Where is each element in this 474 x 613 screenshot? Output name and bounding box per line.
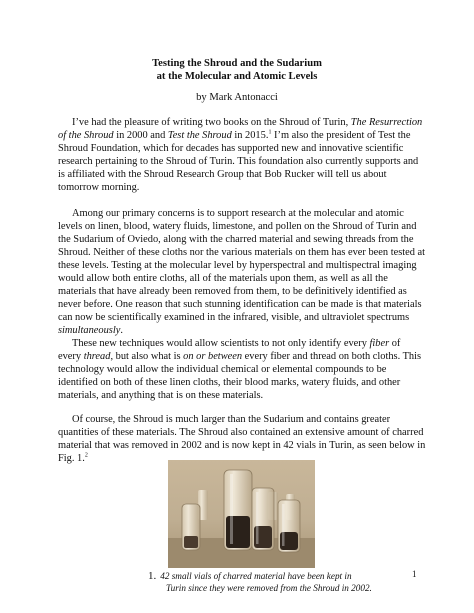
title-line-1: Testing the Shroud and the Sudarium (152, 58, 322, 69)
p1-text-g: I’m also the president of Test the Shroud Foundation, which for decades has supported new and innovative scientific research pertaining to the Shroud of Turin. This foundation also currently supports and is affiliated with the Shroud Research Group that Bob Rucker will tell us about tomorrow morning. (58, 130, 419, 193)
paragraph-4 (58, 413, 426, 465)
p3-text-g: every fiber and thread on both cloths. This technology would allow the individual chemical or elemental compounds to be identified on both of these linen cloths, their blood marks, watery fluids, and other materials, and anything that is on these materials. (58, 351, 422, 401)
p3-emphasis-on-between: on or between (183, 351, 243, 362)
footnote-ref-2: 2 (84, 452, 88, 459)
p1-text-e: in 2015. (231, 130, 269, 141)
title-line-2: at the Molecular and Atomic Levels (156, 71, 318, 82)
p3-emphasis-thread: thread (83, 351, 111, 362)
p2-text-c: . (120, 325, 123, 336)
p2-emphasis: simultaneously (58, 325, 121, 336)
vials-photo (168, 460, 315, 568)
footnote-ref-1: 1 (268, 129, 272, 136)
byline: by Mark Antonacci (196, 92, 278, 103)
p1-text-c: in 2000 and (113, 130, 168, 141)
caption-line-2: Turin since they were removed from the Shroud in 2002. (166, 583, 372, 593)
p1-text-a: I’ve had the pleasure of writing two books on the Shroud of Turin, (72, 117, 351, 128)
p4-text-a: Of course, the Shroud is much larger than the Sudarium and contains greater quantities of these materials. The Shroud also contained an extensive amount of charred material that was removed in 2002 and is now kept in 42 vials in Turin, as seen below in Fig. 1. (58, 414, 426, 464)
p1-book-title-2: Test the Shroud (167, 130, 232, 141)
figure-caption (148, 570, 398, 594)
p3-text-e: , but also what is (110, 351, 184, 362)
paragraph-1 (58, 116, 426, 194)
paragraph-3 (58, 337, 426, 402)
p3-text-a: These new techniques would allow scientists to not only identify every (72, 338, 370, 349)
p3-emphasis-fiber: fiber (369, 338, 390, 349)
p3-text-c: of every (58, 338, 401, 362)
p1-book-title-1: The Resurrection of the Shroud (58, 117, 423, 141)
p2-text-a: Among our primary concerns is to support research at the molecular and atomic levels on linen, blood, watery fluids, limestone, and pollen on the Shroud of Turin and the Sudarium of Oviedo, along with the charred material and sewing threads from the Shroud. Neither of these cloths nor the various materials on them has ever been tested at these levels. Testing at the molecular level by hyperspectral and multispectral imaging would allow both entire cloths, all of the materials upon them, as well as all the materials that have already been removed from them, to be definitively identified as never before. One reason that such stunning identification can be made is that materials can now be scientifically examined in the infrared, visible, and ultraviolet spectrums (58, 208, 426, 323)
paragraph-2 (58, 207, 426, 337)
caption-number: 1. (148, 570, 157, 582)
caption-line-1: 42 small vials of charred material have been kept in (160, 571, 352, 581)
page-number: 1 (412, 569, 417, 579)
